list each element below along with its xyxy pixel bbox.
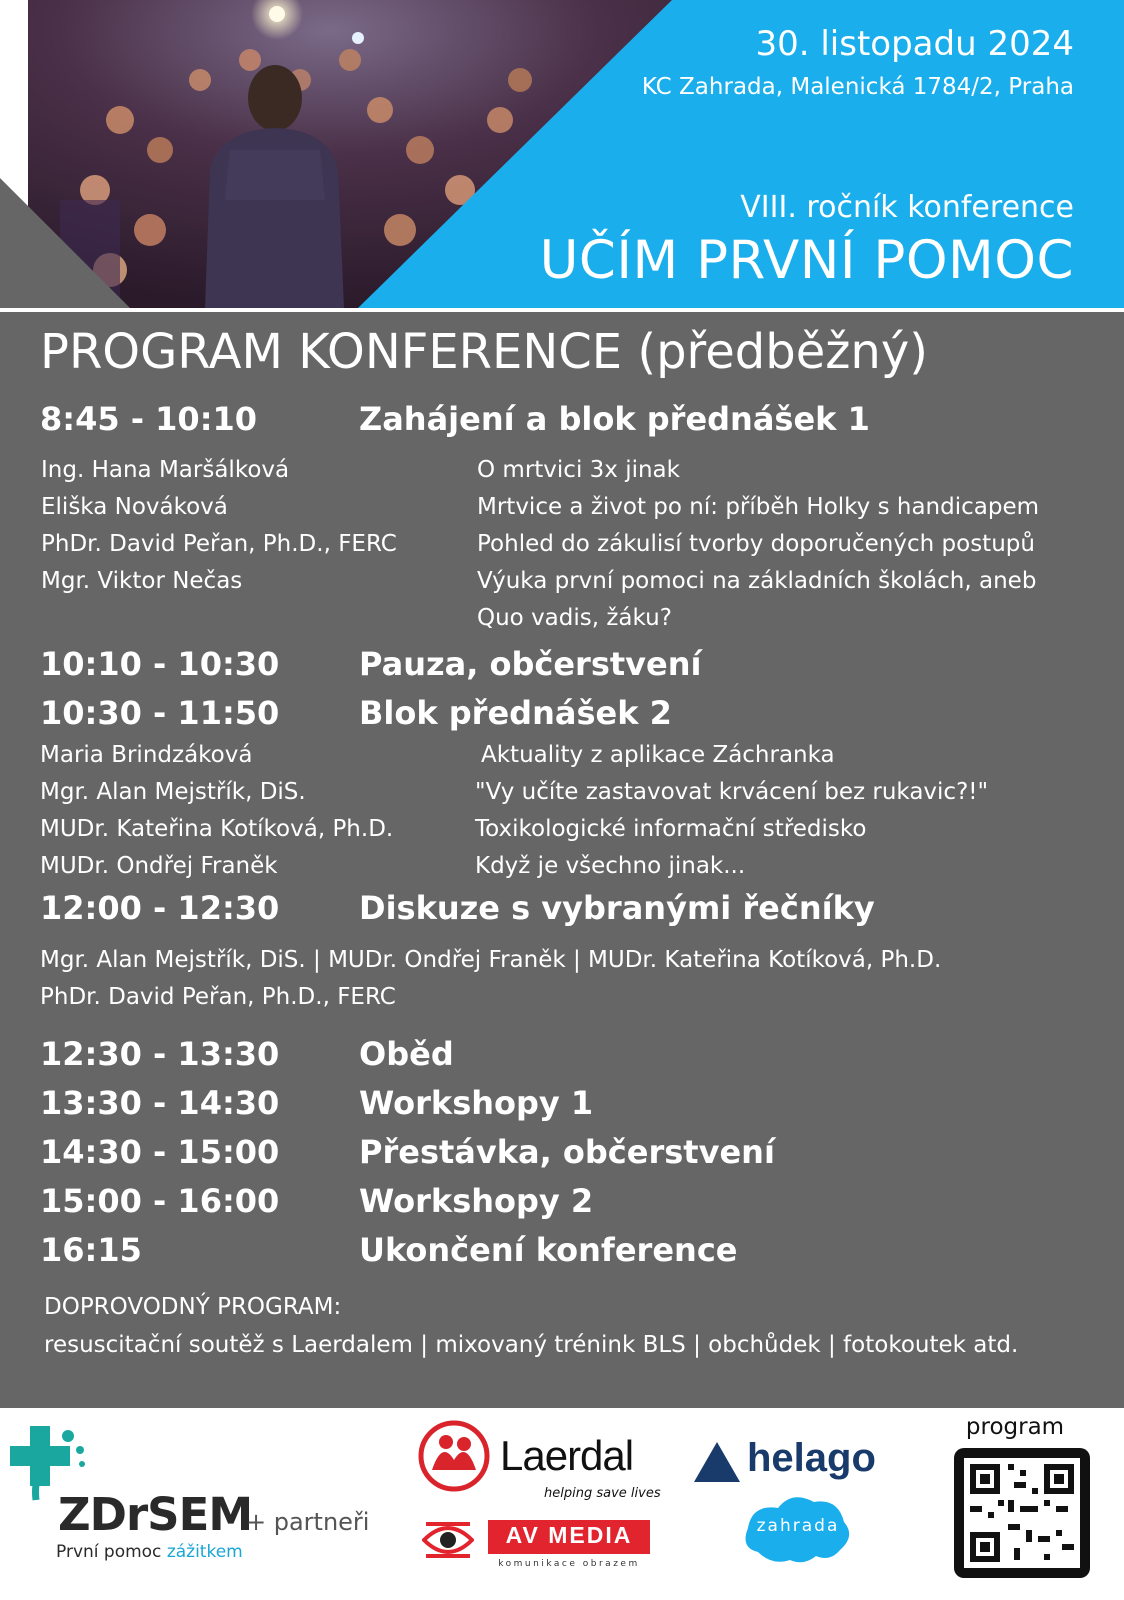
avmedia-eye-icon [422,1516,474,1564]
talk-title: O mrtvici 3x jinak [477,457,680,483]
event-date: 30. listopadu 2024 [755,24,1074,64]
laerdal-emblem-icon [418,1420,490,1492]
slot-title: Diskuze s vybranými řečníky [359,889,875,927]
talk-title: "Vy učíte zastavovat krvácení bez rukavic?!" [475,779,989,805]
zdrsem-logo-text: ZDrSEM [58,1488,253,1541]
talk-title: Pohled do zákulisí tvorby doporučených postupů [477,531,1035,557]
slot-title: Oběd [359,1035,454,1073]
speaker-name: Ing. Hana Maršálková [41,457,290,483]
avmedia-tagline: komunikace obrazem [498,1559,640,1569]
speaker-name: MUDr. Ondřej Franěk [40,853,278,879]
laerdal-tagline: helping save lives [544,1486,661,1501]
speaker-name: PhDr. David Peřan, Ph.D., FERC [41,531,397,557]
avmedia-logo-text: AV MEDIA [505,1522,633,1548]
slot-title: Workshopy 2 [359,1182,594,1220]
side-program-items: resuscitační soutěž s Laerdalem | mixovaný trénink BLS | obchůdek | fotokoutek atd. [44,1332,1019,1358]
slot-title: Blok přednášek 2 [359,694,672,732]
talk-title-continued: Quo vadis, žáku? [477,605,672,631]
slot-time: 14:30 - 15:00 [40,1133,280,1171]
zdrsem-tagline [56,1542,243,1562]
slot-time: 13:30 - 14:30 [40,1084,280,1122]
helago-triangle-icon [694,1442,740,1482]
slot-time: 15:00 - 16:00 [40,1182,280,1220]
qr-code-label: program [965,1414,1065,1440]
partners-label: + partneři [246,1508,370,1536]
slot-time: 8:45 - 10:10 [40,400,258,438]
zahrada-logo-text: zahrada [756,1516,840,1536]
zdrsem-tagline-accent: zážitkem [166,1542,243,1562]
slot-time: 10:30 - 11:50 [40,694,280,732]
slot-title: Přestávka, občerstvení [359,1133,775,1171]
zdrsem-tagline-part: První pomoc [56,1542,167,1562]
event-venue: KC Zahrada, Malenická 1784/2, Praha [641,74,1074,100]
conference-edition: VIII. ročník konference [740,190,1074,225]
slot-title: Zahájení a blok přednášek 1 [359,400,870,438]
speaker-name: Eliška Nováková [41,494,228,520]
talk-title: Mrtvice a život po ní: příběh Holky s handicapem [477,494,1040,520]
qr-code[interactable] [954,1448,1090,1578]
slot-title: Pauza, občerstvení [359,645,702,683]
talk-title: Výuka první pomoci na základních školách, aneb [477,568,1037,594]
speaker-name: Mgr. Viktor Nečas [41,568,243,594]
speaker-name: MUDr. Kateřina Kotíková, Ph.D. [40,816,394,842]
program-title: PROGRAM KONFERENCE (předběžný) [40,324,928,380]
panel-speakers: PhDr. David Peřan, Ph.D., FERC [40,984,396,1010]
talk-title: Toxikologické informační středisko [475,816,867,842]
footer-partners [0,1408,1124,1600]
talk-title: Aktuality z aplikace Záchranka [481,742,835,768]
laerdal-logo-text: Laerdal [500,1432,634,1479]
side-program-label: DOPROVODNÝ PROGRAM: [44,1294,342,1320]
header [0,0,1124,312]
panel-speakers: Mgr. Alan Mejstřík, DiS. | MUDr. Ondřej Franěk | MUDr. Kateřina Kotíková, Ph.D. [40,947,942,973]
talk-title: Když je všechno jinak... [475,853,746,879]
speaker-name: Maria Brindzáková [40,742,253,768]
slot-time: 12:30 - 13:30 [40,1035,280,1073]
slot-title: Workshopy 1 [359,1084,594,1122]
slot-time: 10:10 - 10:30 [40,645,280,683]
conference-title: UČÍM PRVNÍ POMOC [539,230,1074,291]
helago-logo-text: helago [747,1436,876,1480]
slot-time: 16:15 [40,1231,142,1269]
program-panel [0,312,1124,1408]
slot-time: 12:00 - 12:30 [40,889,280,927]
speaker-name: Mgr. Alan Mejstřík, DiS. [40,779,306,805]
slot-title: Ukončení konference [359,1231,738,1269]
